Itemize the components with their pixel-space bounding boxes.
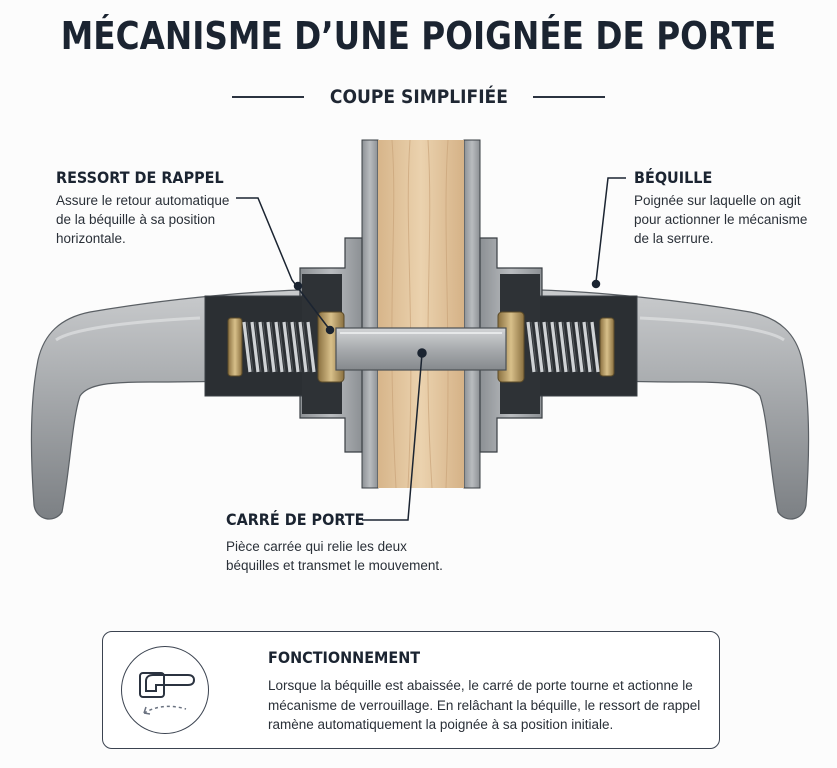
leader-dot-carre [418,349,426,357]
door-handle-rotation-icon [121,646,209,734]
page-title: MÉCANISME D’UNE POIGNÉE DE PORTE [60,14,777,58]
fonctionnement-line: ramène automatiquement la poignée à sa position initiale. [268,717,614,732]
callout-line: pour actionner le mécanisme [634,212,808,227]
leader-dot-ressort [295,283,302,290]
leader-dot-bequille [593,281,600,288]
subtitle: COUPE SIMPLIFIÉE [329,86,508,108]
door-leaf [362,140,480,488]
fonctionnement-title: FONCTIONNEMENT [268,648,421,667]
callout-description [226,537,486,575]
callout-line: de la serrure. [634,231,714,246]
callout-line: Assure le retour automatique [56,193,230,208]
callout-bequille [634,168,834,248]
fonctionnement-line: mécanisme de verrouillage. En relâchant la béquille, le ressort de rappel [268,697,701,713]
callout-line: Poignée sur laquelle on agit [634,193,801,208]
callout-title: RESSORT DE RAPPEL [56,168,224,187]
callout-carre-de-porte [226,510,486,575]
callout-line: horizontale. [56,231,126,246]
callout-line: de la béquille à sa position [56,212,216,227]
callout-ressort-de-rappel [56,168,266,248]
fonctionnement-line: Lorsque la béquille est abaissée, le carré de porte tourne et actionne le [268,678,693,693]
callout-title: CARRÉ DE PORTE [226,510,365,529]
callout-line: Pièce carrée qui relie les deux [226,539,407,554]
fonctionnement-description [268,676,708,735]
fonctionnement-box [102,631,720,749]
callout-description [56,191,266,248]
callout-title: BÉQUILLE [634,168,713,187]
callout-line: béquilles et transmet le mouvement. [226,558,443,573]
callout-description [634,191,834,248]
